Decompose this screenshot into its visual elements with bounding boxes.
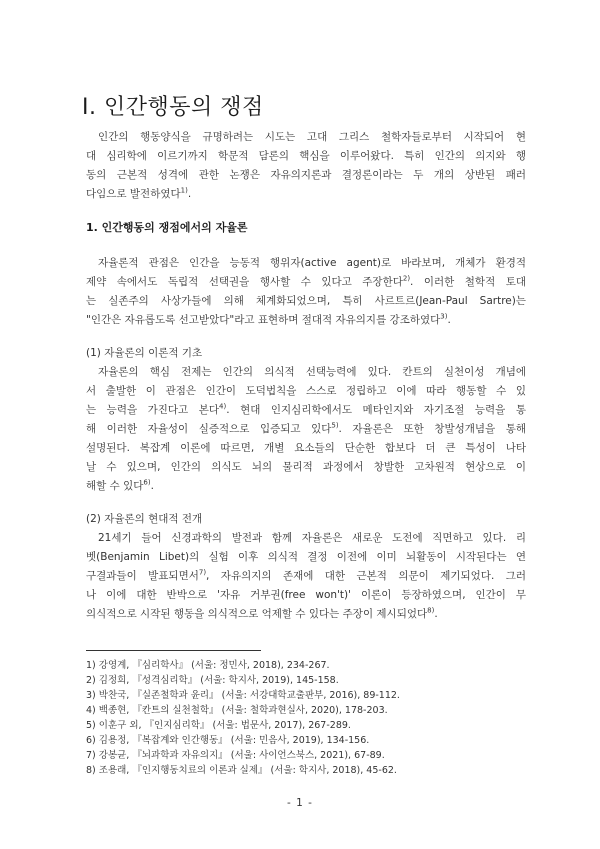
footnote-item: 2) 김정희, 『성격심리학』 (서울: 학지사, 2019), 145-158. [86,675,339,686]
paragraph-line: 인간의 행동양식을 규명하려는 시도는 고대 그리스 철학자들로부터 시작되어 현 [98,131,526,143]
footnote-item: 5) 이훈구 외, 『인지심리학』 (서울: 법문사, 2017), 267-289. [86,720,351,731]
footnote-divider [86,650,261,651]
section-heading: 1. 인간행동의 쟁점에서의 자율론 [86,221,248,234]
footnote-ref[interactable]: 5) [331,421,339,430]
paragraph-line: 설명된다. 복잡계 이론에 따르면, 개별 요소들의 단순한 합보다 더 큰 특성이 나타 [86,442,526,454]
paragraph-line: 의식적으로 시작된 행동을 의식적으로 억제할 수 있다는 주장이 제시되었다$^{8)}$. [86,606,438,620]
paragraph-line: 동의 근본적 성격에 관한 논쟁은 자유의지론과 결정론이라는 두 개의 상반된 패러 [86,169,526,181]
paragraph-line: 나 이에 대한 반박으로 '자유 거부권(free won't)' 이론이 등장하였으며, 인간이 무 [86,589,526,601]
footnote-ref[interactable]: 6) [143,478,151,487]
footnote-ref[interactable]: 1) [180,186,188,195]
footnote-ref[interactable]: 8) [427,606,435,615]
paragraph-line: 구결과들이 발표되면서$^{7)}$, 자유의지의 존재에 대한 근본적 의문이 제기되었다. 그러 [86,568,526,582]
paragraph-line: 서 출발한 이 관점은 인간이 도덕법칙을 스스로 정립하고 이에 따라 행동할 수 있 [86,385,526,397]
paragraph-line: 는 실존주의 사상가들에 의해 체계화되었으며, 특히 사르트르(Jean-Paul Sartre)는 [86,295,526,307]
paragraph-line: 자율론적 관점은 인간을 능동적 행위자(active agent)로 바라보며, 개체가 환경적 [98,257,526,269]
paragraph-line: 다임으로 발전하였다$^{1)}$. [86,186,192,200]
page-title: I. 인간행동의 쟁점 [82,95,264,120]
paragraph-line: 는 능력을 가진다고 본다$^{4)}$. 현대 인지심리학에서도 메타인지와 자기조절 능력을 통 [86,402,526,416]
footnote-item: 6) 김용정, 『복잡계와 인간행동』 (서울: 민음사, 2019), 134-156. [86,735,370,746]
subsection-heading: (1) 자율론의 이론적 기초 [86,347,203,359]
paragraph-line: 해 이러한 자율성이 실증적으로 입증되고 있다$^{5)}$. 자율론은 또한 창발성개념을 통해 [86,421,526,435]
footnote-item: 7) 강봉균, 『뇌과학과 자유의지』 (서울: 사이언스북스, 2021), 67-89. [86,750,385,761]
footnote-item: 1) 강영계, 『심리학사』 (서울: 정민사, 2018), 234-267. [86,660,330,671]
footnote-ref[interactable]: 3) [440,312,448,321]
footnote-item: 4) 백종현, 『칸트의 실천철학』 (서울: 철학과현실사, 2020), 178-203. [86,705,388,716]
paragraph-line: 21세기 들어 신경과학의 발전과 함께 자율론은 새로운 도전에 직면하고 있다. 리 [98,532,526,544]
paragraph-line: 자율론의 핵심 전제는 인간의 의식적 선택능력에 있다. 칸트의 실천이성 개념에 [98,366,526,378]
paragraph-line: 날 수 있으며, 인간의 의식도 뇌의 물리적 과정에서 창발한 고차원적 현상으로 이 [86,461,526,473]
footnote-ref[interactable]: 7) [198,568,207,577]
paragraph-line: 벳(Benjamin Libet)의 실험 이후 의식적 결정 이전에 이미 뇌활동이 시작된다는 연 [86,551,526,563]
footnote-item: 8) 조용래, 『인지행동치료의 이론과 실제』 (서울: 학지사, 2018), 45-62. [86,765,397,776]
subsection-heading: (2) 자율론의 현대적 전개 [86,513,203,525]
paragraph-line: 제약 속에서도 독립적 선택권을 행사할 수 있다고 주장한다$^{2)}$. 이러한 철학적 토대 [86,274,526,288]
footnote-ref[interactable]: 4) [219,402,227,411]
paragraph-line: 대 심리학에 이르기까지 학문적 담론의 핵심을 이루어왔다. 특히 인간의 의지와 행 [86,150,526,162]
paragraph-line: 해할 수 있다$^{6)}$. [86,478,154,492]
paragraph-line: "인간은 자유롭도록 선고받았다"라고 표현하며 절대적 자유의지를 강조하였다$^{3)}$. [86,312,451,326]
page-number: - 1 - [287,797,313,809]
footnote-ref[interactable]: 2) [402,274,411,283]
footnote-item: 3) 박찬국, 『실존철학과 윤리』 (서울: 서강대학교출판부, 2016), 89-112. [86,690,400,701]
